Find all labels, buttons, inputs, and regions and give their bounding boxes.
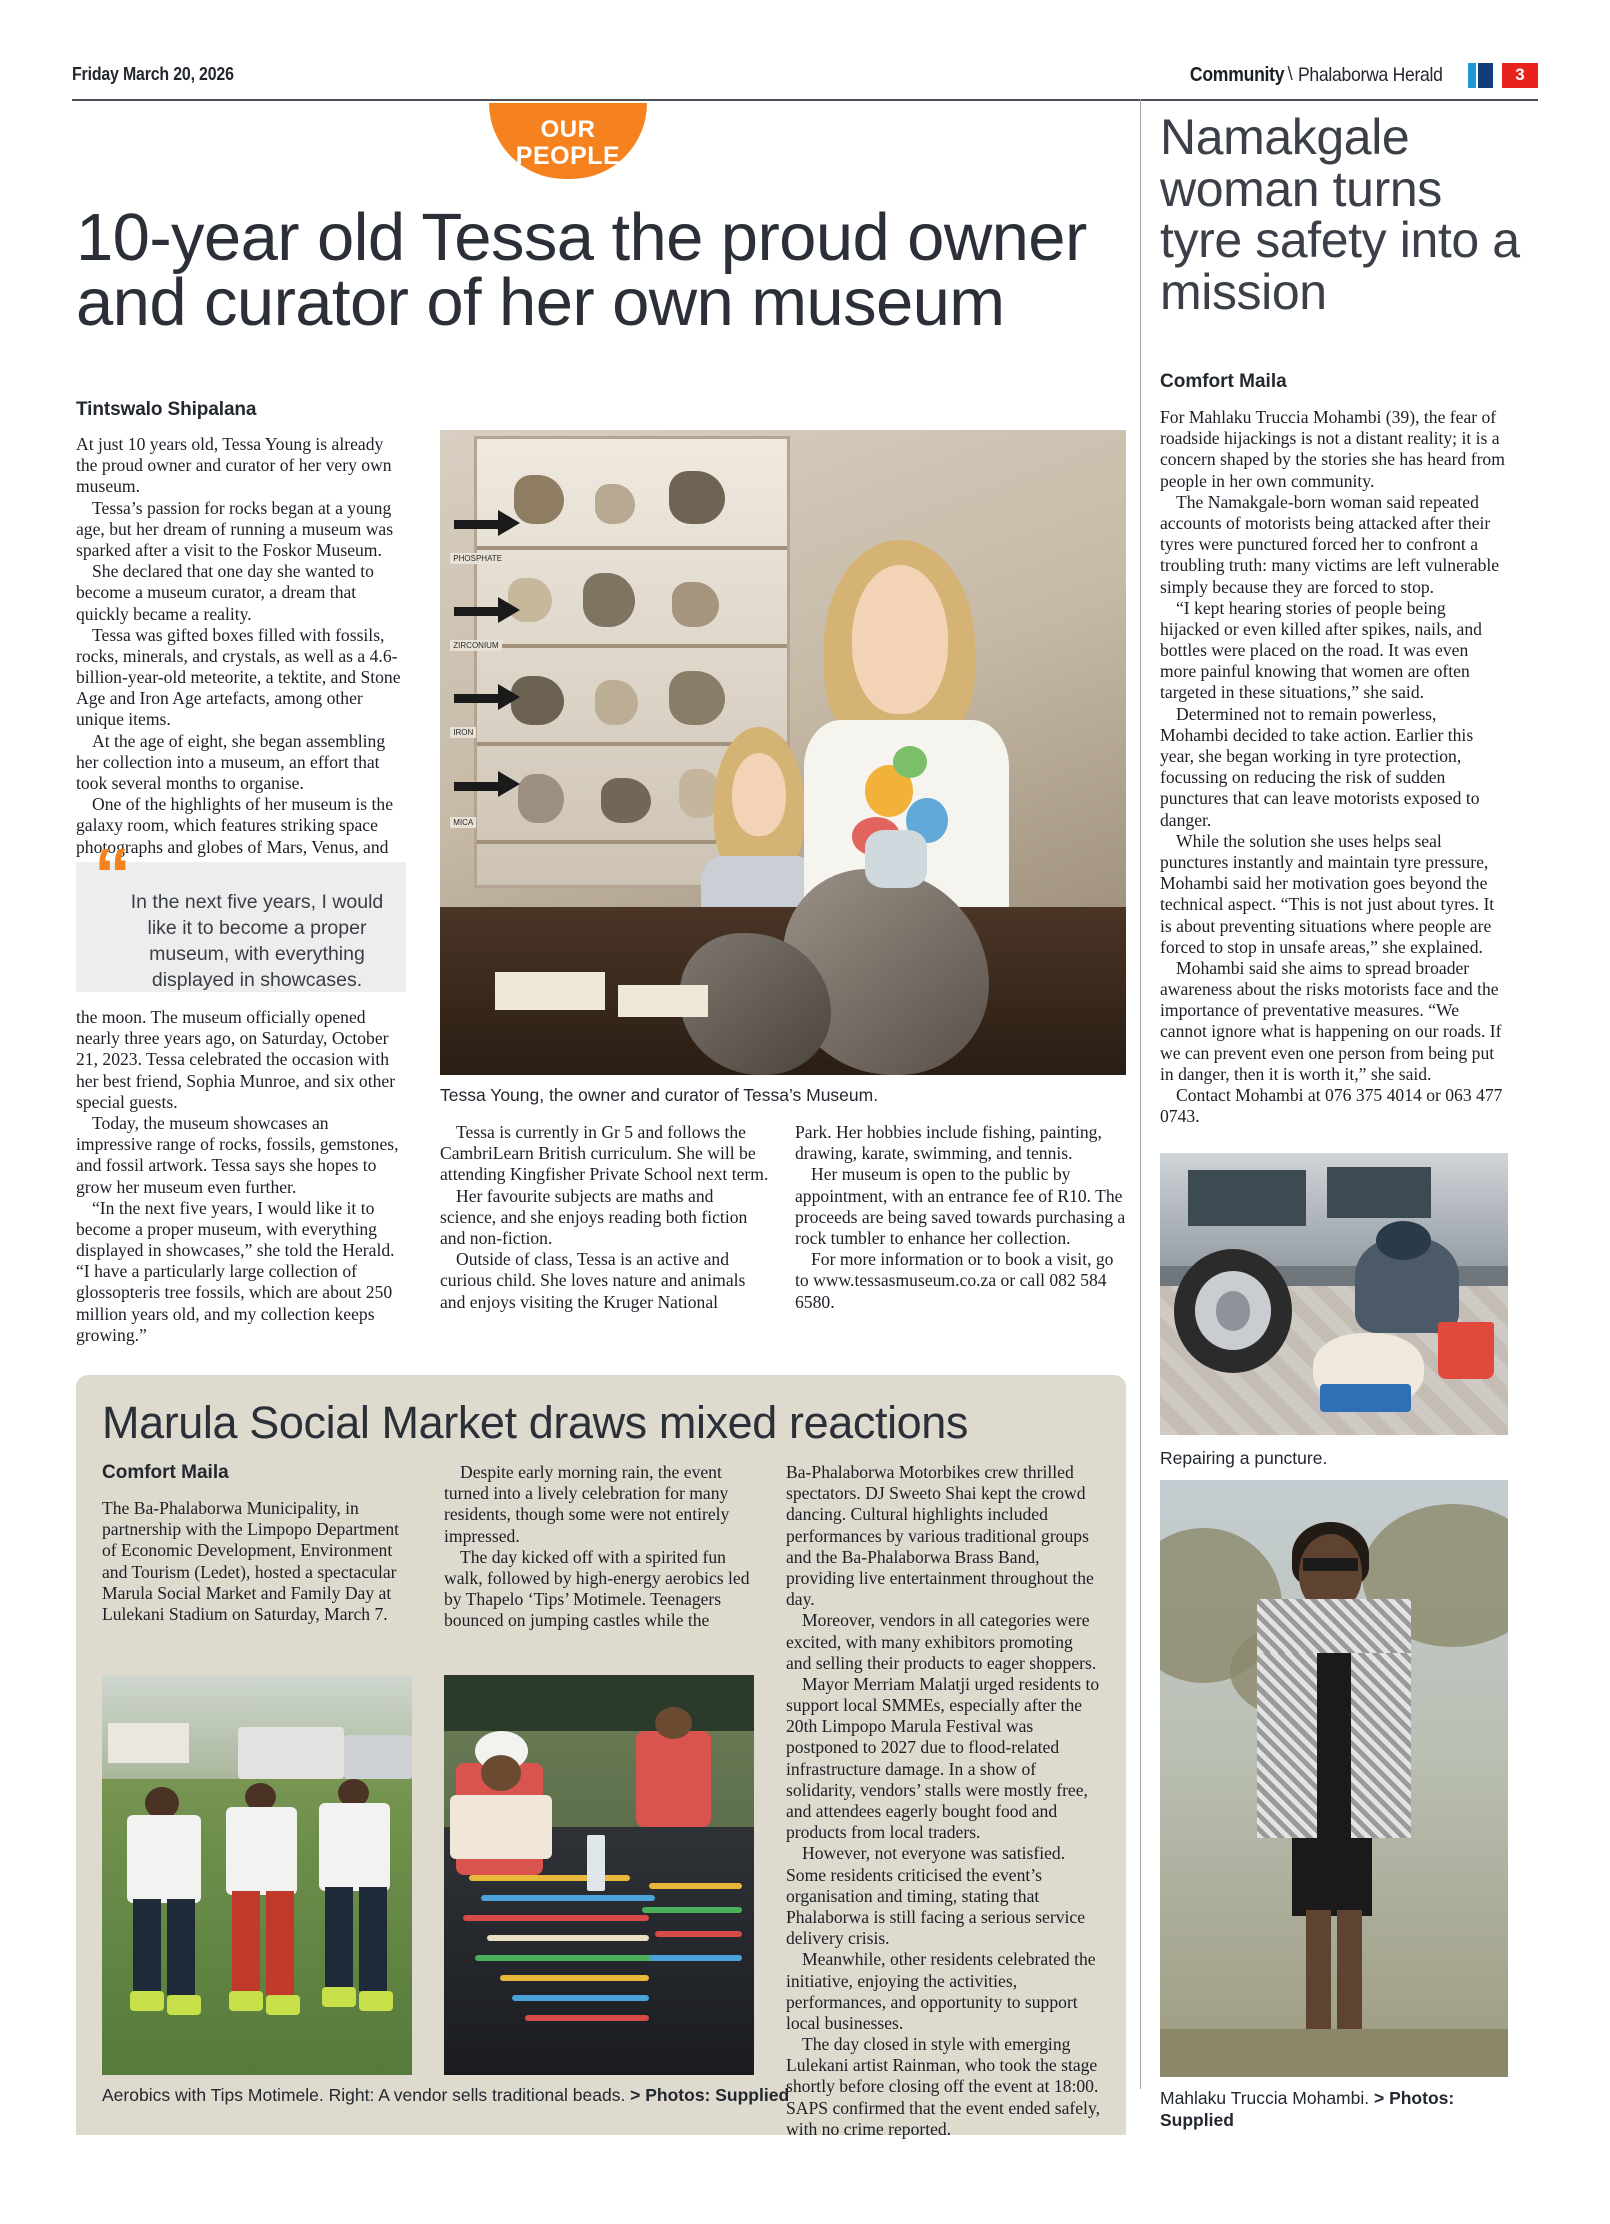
sidebar-photo-portrait xyxy=(1160,1480,1508,2077)
paragraph: Tessa was gifted boxes filled with fossils, rocks, minerals, and crystals, as well as a 4.6-billion-year-old meteorite, a tektite, and Stone Age and Iron Age artefacts, among other unique items. xyxy=(76,624,401,730)
paragraph: Mayor Merriam Malatji urged residents to support local SMMEs, especially after the 20th Limpopo Marula Festival was postponed to 2027 due to flood-related infrastructure damage. In a show of solidarity, vendors’ stalls were mostly free, and attendees eagerly bought food and products from local traders. xyxy=(786,1673,1100,1843)
masthead-separator: \ xyxy=(1287,64,1293,85)
bar-light-blue-icon xyxy=(1468,63,1476,88)
sidebar-headline: Namakgale woman turns tyre safety into a mission xyxy=(1160,109,1520,320)
quote-mark-icon: “ xyxy=(94,833,129,916)
page-number-badge: 3 xyxy=(1502,63,1538,88)
bar-dark-blue-icon xyxy=(1478,63,1493,88)
paragraph: For more information or to book a visit, go to www.tessasmuseum.co.za or call 082 584 6580. xyxy=(795,1249,1114,1312)
badge-line-1: OUR xyxy=(540,115,596,143)
paragraph: Meanwhile, other residents celebrated the initiative, enjoying the activities, performances, and opportunity to support local businesses. xyxy=(786,1949,1096,2033)
paragraph: Despite early morning rain, the event turned into a lively celebration for many residents, though some were not entirely impressed. xyxy=(444,1462,730,1546)
lead-byline: Tintswalo Shipalana xyxy=(76,399,257,420)
paragraph: The day closed in style with emerging Lulekani artist Rainman, who took the stage shortly before closing off the event at 18:00. SAPS confirmed that the event ended safely, with no crime reported. xyxy=(786,2034,1100,2139)
feature-photo-aerobics xyxy=(102,1675,412,2075)
sidebar-divider-rule xyxy=(1140,99,1141,2089)
lead-column-2 xyxy=(440,1122,770,1313)
paragraph: Her favourite subjects are maths and science, and she enjoys reading both fiction and non-fiction. xyxy=(440,1185,748,1248)
caption-credit: > Photos: Supplied xyxy=(630,2085,790,2105)
paragraph: Tessa is currently in Gr 5 and follows the CambriLearn British curriculum. She will be attending Kingfisher Private School next term. xyxy=(440,1122,769,1185)
paragraph: The day kicked off with a spirited fun walk, followed by high-energy aerobics led by Thapelo ‘Tips’ Motimele. Teenagers bounced on jumping castles while the xyxy=(444,1546,750,1631)
paragraph: The Ba-Phalaborwa Municipality, in partnership with the Limpopo Department of Economic Development, Environment and Tourism (Ledet), hosted a spectacular Marula Social Market and Family Day at Lulekani Stadium on Saturday, March 7. xyxy=(102,1498,400,1624)
paragraph: At just 10 years old, Tessa Young is already the proud owner and curator of her very own museum. xyxy=(76,434,392,497)
lead-headline-line-1: 10-year old Tessa the proud owner xyxy=(76,200,1087,275)
paragraph: Mohambi said she aims to spread broader awareness about the risks motorists face and the importance of preventative measures. “We cannot ignore what is happening on our roads. If we can prevent even one person from being put in danger, then it is worth it,” she said. xyxy=(1160,957,1502,1084)
paragraph: For Mahlaku Truccia Mohambi (39), the fear of roadside hijackings is not a distant reality; it is a concern shaped by the stories she has heard from people in her own community. xyxy=(1160,407,1505,491)
paragraph: At the age of eight, she began assembling her collection into a museum, an effort that took several months to organise. xyxy=(76,730,386,793)
sidebar-photo-puncture xyxy=(1160,1153,1508,1435)
sidebar-body xyxy=(1160,407,1508,1127)
lead-column-1 xyxy=(76,399,406,858)
publication-name: Phalaborwa Herald xyxy=(1297,63,1443,86)
feature-column-2 xyxy=(444,1462,754,1632)
paragraph: While the solution she uses helps seal punctures instantly and maintain tyre pressure, Mohambi said her motivation goes beyond the technical aspect. “This is not just about tyres. It is about preventing situations where people are forced to stop in unsafe areas,” she explained. xyxy=(1160,830,1495,957)
section-name: Community xyxy=(1190,63,1285,86)
lead-column-1-body xyxy=(76,434,406,858)
paragraph: Contact Mohambi at 076 375 4014 or 063 477 0743. xyxy=(1160,1085,1503,1127)
paragraph: Tessa’s passion for rocks began at a young age, but her dream of running a museum was sparked after a visit to the Foskor Museum. xyxy=(76,497,394,560)
paragraph: “In the next five years, I would like it to become a proper museum, with everything displayed in showcases,” she told the Herald. “I have a particularly large collection of glossopteris tree fossils, which are about 250 million years old, and my collection keeps growing.” xyxy=(76,1197,395,1345)
paragraph: the moon. The museum officially opened nearly three years ago, on Saturday, October 21, 2023. Tessa celebrated the occasion with her best friend, Sophia Munroe, and six other special guests. xyxy=(76,1007,396,1112)
feature-photo-beads xyxy=(444,1675,754,2075)
badge-line-2: PEOPLE xyxy=(515,141,621,170)
lead-photo-caption: Tessa Young, the owner and curator of Tessa’s Museum. xyxy=(440,1085,879,1105)
paragraph: Ba-Phalaborwa Motorbikes crew thrilled spectators. DJ Sweeto Shai kept the crowd dancing. Cultural highlights included performances by various traditional groups and the Ba-Phalaborwa Brass Band, providing live entertainment throughout the day. xyxy=(786,1462,1094,1610)
paragraph: Her museum is open to the public by appointment, with an entrance fee of R10. The proceeds are being saved towards purchasing a rock tumbler to enhance her collection. xyxy=(795,1164,1126,1248)
caption-text: Mahlaku Truccia Mohambi. xyxy=(1160,2088,1374,2108)
feature-column-1 xyxy=(102,1498,412,1625)
issue-date: Friday March 20, 2026 xyxy=(72,63,234,84)
feature-column-3 xyxy=(786,1462,1102,2140)
paragraph: “I kept hearing stories of people being hijacked or even killed after spikes, nails, and bottles were placed on the road. It was even more painful knowing that women are often targeted in these situations,” she said. xyxy=(1160,597,1482,703)
lead-headline-line-2: and curator of her own museum xyxy=(76,264,1005,340)
paragraph: She declared that one day she wanted to become a museum curator, a dream that quickly became a reality. xyxy=(76,561,374,624)
paragraph: Park. Her hobbies include fishing, painting, drawing, karate, swimming, and tennis. xyxy=(795,1122,1102,1164)
caption-text: Aerobics with Tips Motimele. Right: A vendor sells traditional beads. xyxy=(102,2085,631,2105)
paragraph: Outside of class, Tessa is an active and curious child. She loves nature and animals and enjoys visiting the Kruger National xyxy=(440,1249,746,1312)
header-rule xyxy=(72,99,1538,101)
sidebar-photo2-caption xyxy=(1160,2088,1508,2132)
sidebar-byline: Comfort Maila xyxy=(1160,371,1287,392)
masthead xyxy=(72,60,1538,94)
pull-quote xyxy=(76,833,406,992)
paragraph: One of the highlights of her museum is the galaxy room, which features striking space photographs and globes of Mars, Venus, and xyxy=(76,794,394,857)
lead-column-1-continued xyxy=(76,1007,406,1346)
pull-quote-text: In the next five years, I would like it to become a proper museum, with everything displayed in showcases. xyxy=(130,891,384,991)
paragraph: However, not everyone was satisfied. Some residents criticised the event’s organisation and timing, stating that Phalaborwa is still facing a serious service delivery crisis. xyxy=(786,1843,1086,1949)
lead-column-3 xyxy=(795,1122,1126,1313)
feature-headline: Marula Social Market draws mixed reactions xyxy=(102,1397,969,1448)
lead-headline xyxy=(76,200,1126,340)
paragraph: The Namakgale-born woman said repeated accounts of motorists being attacked after their tyres were punctured forced her to confront a troubling truth: many victims are left vulnerable simply because they are forced to stop. xyxy=(1160,491,1500,597)
caption-credit: > Photos: Supplied xyxy=(1160,2088,1455,2130)
feature-story-block xyxy=(76,1375,1126,2139)
lead-photo-museum: PHOSPHATE ZIRCONIUM IRON MICA xyxy=(440,430,1126,1075)
feature-photo-caption xyxy=(102,2085,802,2106)
our-people-badge xyxy=(489,103,647,179)
masthead-branding xyxy=(1177,60,1538,90)
feature-byline: Comfort Maila xyxy=(102,1462,229,1483)
paragraph: Today, the museum showcases an impressive range of rocks, fossils, gemstones, and fossil artwork. Tessa says she hopes to grow her museum even further. xyxy=(76,1112,399,1197)
paragraph: Determined not to remain powerless, Mohambi decided to take action. Earlier this year, she began working in tyre protection, focussing on reducing the risk of sudden punctures that can leave motorists exposed to danger. xyxy=(1160,703,1480,830)
sidebar-photo1-caption: Repairing a puncture. xyxy=(1160,1448,1328,1468)
masthead-bars-icon xyxy=(1468,63,1494,88)
paragraph: Moreover, vendors in all categories were excited, with many exhibitors promoting and selling their products to eager shoppers. xyxy=(786,1610,1097,1673)
